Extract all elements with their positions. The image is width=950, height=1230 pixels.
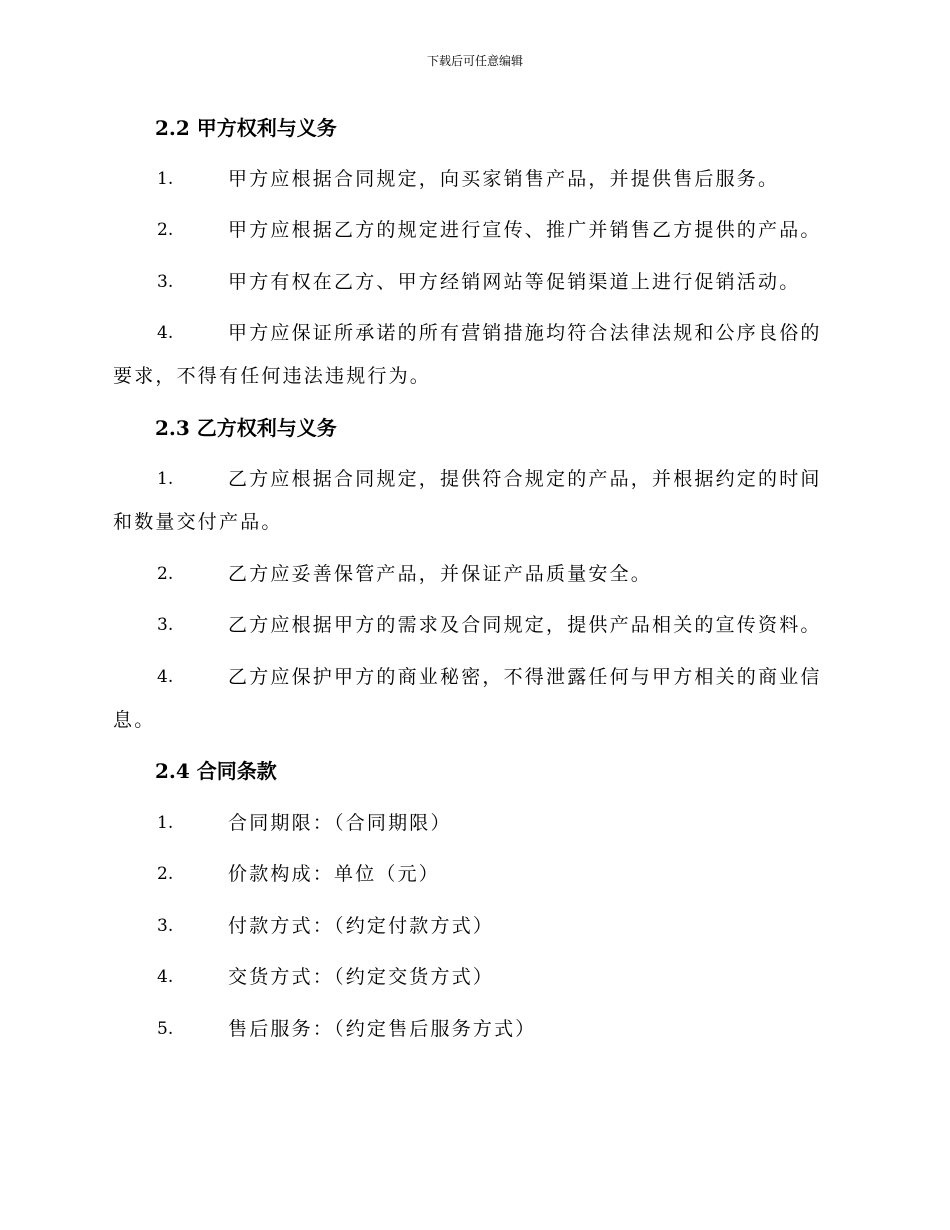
list-item-text: 价款构成：单位（元） (228, 863, 441, 885)
list-item-number: 3. (157, 272, 174, 292)
list-item-number: 2. (157, 220, 174, 240)
list-item-text: 乙方应根据甲方的需求及合同规定，提供产品相关的宣传资料。 (228, 614, 822, 636)
list-item-text: 合同期限：（合同期限） (228, 812, 452, 834)
list-item-continuation: 要求，不得有任何违法违规行为。 (113, 365, 432, 387)
list-item-number: 2. (157, 564, 174, 584)
list-item-number: 2. (157, 864, 174, 884)
list-item-number: 1. (157, 813, 174, 833)
list-item-number: 4. (157, 967, 174, 987)
list-item-number: 4. (157, 323, 174, 343)
list-item-number: 1. (157, 469, 174, 489)
list-item-text: 甲方有权在乙方、甲方经销网站等促销渠道上进行促销活动。 (228, 271, 801, 293)
list-item-text: 乙方应保护甲方的商业秘密，不得泄露任何与甲方相关的商业信 (228, 666, 822, 688)
list-item-text: 乙方应妥善保管产品，并保证产品质量安全。 (228, 563, 653, 585)
list-item-number: 5. (157, 1019, 174, 1039)
section-heading: 2.4 合同条款 (155, 759, 277, 783)
list-item-number: 1. (157, 169, 174, 189)
list-item-text: 乙方应根据合同规定，提供符合规定的产品，并根据约定的时间 (228, 468, 822, 490)
section-heading: 2.3 乙方权利与义务 (155, 416, 337, 440)
list-item-number: 3. (157, 615, 174, 635)
list-item-text: 甲方应根据合同规定，向买家销售产品，并提供售后服务。 (228, 168, 780, 190)
list-item-continuation: 和数量交付产品。 (113, 511, 283, 533)
list-item-number: 4. (157, 667, 174, 687)
section-heading: 2.2 甲方权利与义务 (155, 116, 337, 140)
list-item-text: 甲方应保证所承诺的所有营销措施均符合法律法规和公序良俗的 (228, 322, 822, 344)
list-item-text: 甲方应根据乙方的规定进行宣传、推广并销售乙方提供的产品。 (228, 219, 822, 241)
list-item-text: 交货方式：（约定交货方式） (228, 966, 495, 988)
list-item-text: 售后服务：（约定售后服务方式） (228, 1018, 537, 1040)
list-item-text: 付款方式：（约定付款方式） (228, 915, 495, 937)
list-item-continuation: 息。 (113, 709, 156, 731)
page-header: 下载后可任意编辑 (426, 54, 523, 68)
list-item-number: 3. (157, 916, 174, 936)
